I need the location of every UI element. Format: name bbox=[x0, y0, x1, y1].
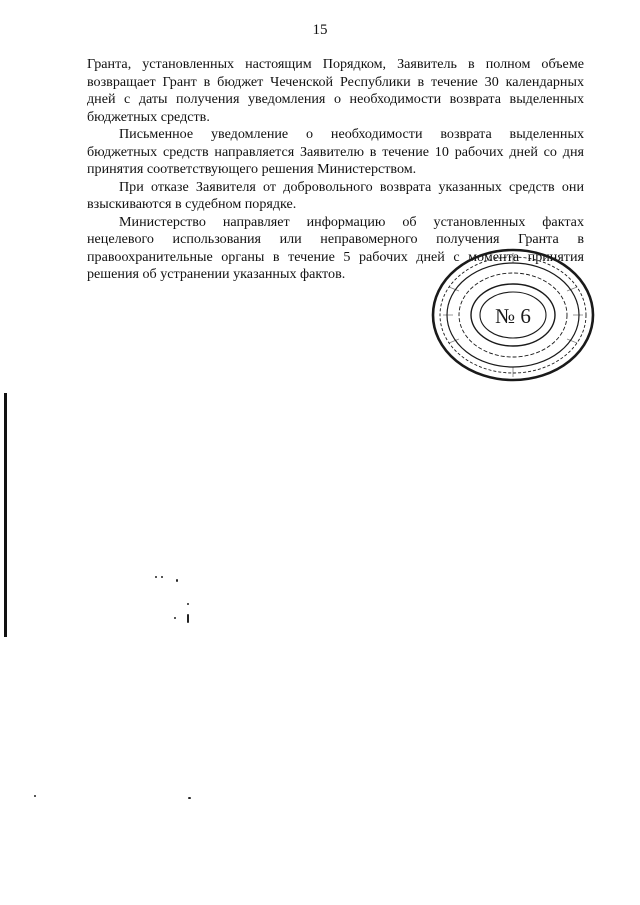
scan-speck bbox=[176, 579, 178, 582]
paragraph-4: Министерство направляет информацию об установленных фактах нецелевого использования или неправомерного получения Гранта в правоохранительные органы в течение 5 рабочих дней с момента принятия решения об устранении указанных фактов. bbox=[87, 213, 584, 282]
scan-speck bbox=[34, 795, 36, 797]
page-number: 15 bbox=[312, 22, 328, 38]
paragraph-3: При отказе Заявителя от добровольного возврата указанных средств они взыскиваются в судебном порядке. bbox=[87, 178, 584, 212]
scan-speck bbox=[174, 617, 176, 619]
scan-speck bbox=[188, 797, 191, 799]
paragraph-1: Гранта, установленных настоящим Порядком, Заявитель в полном объеме возвращает Грант в бюджет Чеченской Республики в течение 30 календарных дней с даты получения уведомления о необходимости возврата выделенных бюджетных средств. bbox=[87, 56, 584, 125]
scan-speck bbox=[187, 603, 189, 605]
seal-number: № 6 bbox=[495, 304, 531, 328]
scan-speck bbox=[187, 614, 189, 623]
official-seal-stamp bbox=[429, 247, 597, 383]
scan-edge-mark bbox=[4, 393, 7, 637]
scan-speck bbox=[155, 576, 157, 578]
scan-speck bbox=[161, 576, 163, 578]
paragraph-2: Письменное уведомление о необходимости возврата выделенных бюджетных средств направляется Заявителю в течение 10 рабочих дней со дня принятия соответствующего решения Министерством. bbox=[87, 126, 584, 177]
